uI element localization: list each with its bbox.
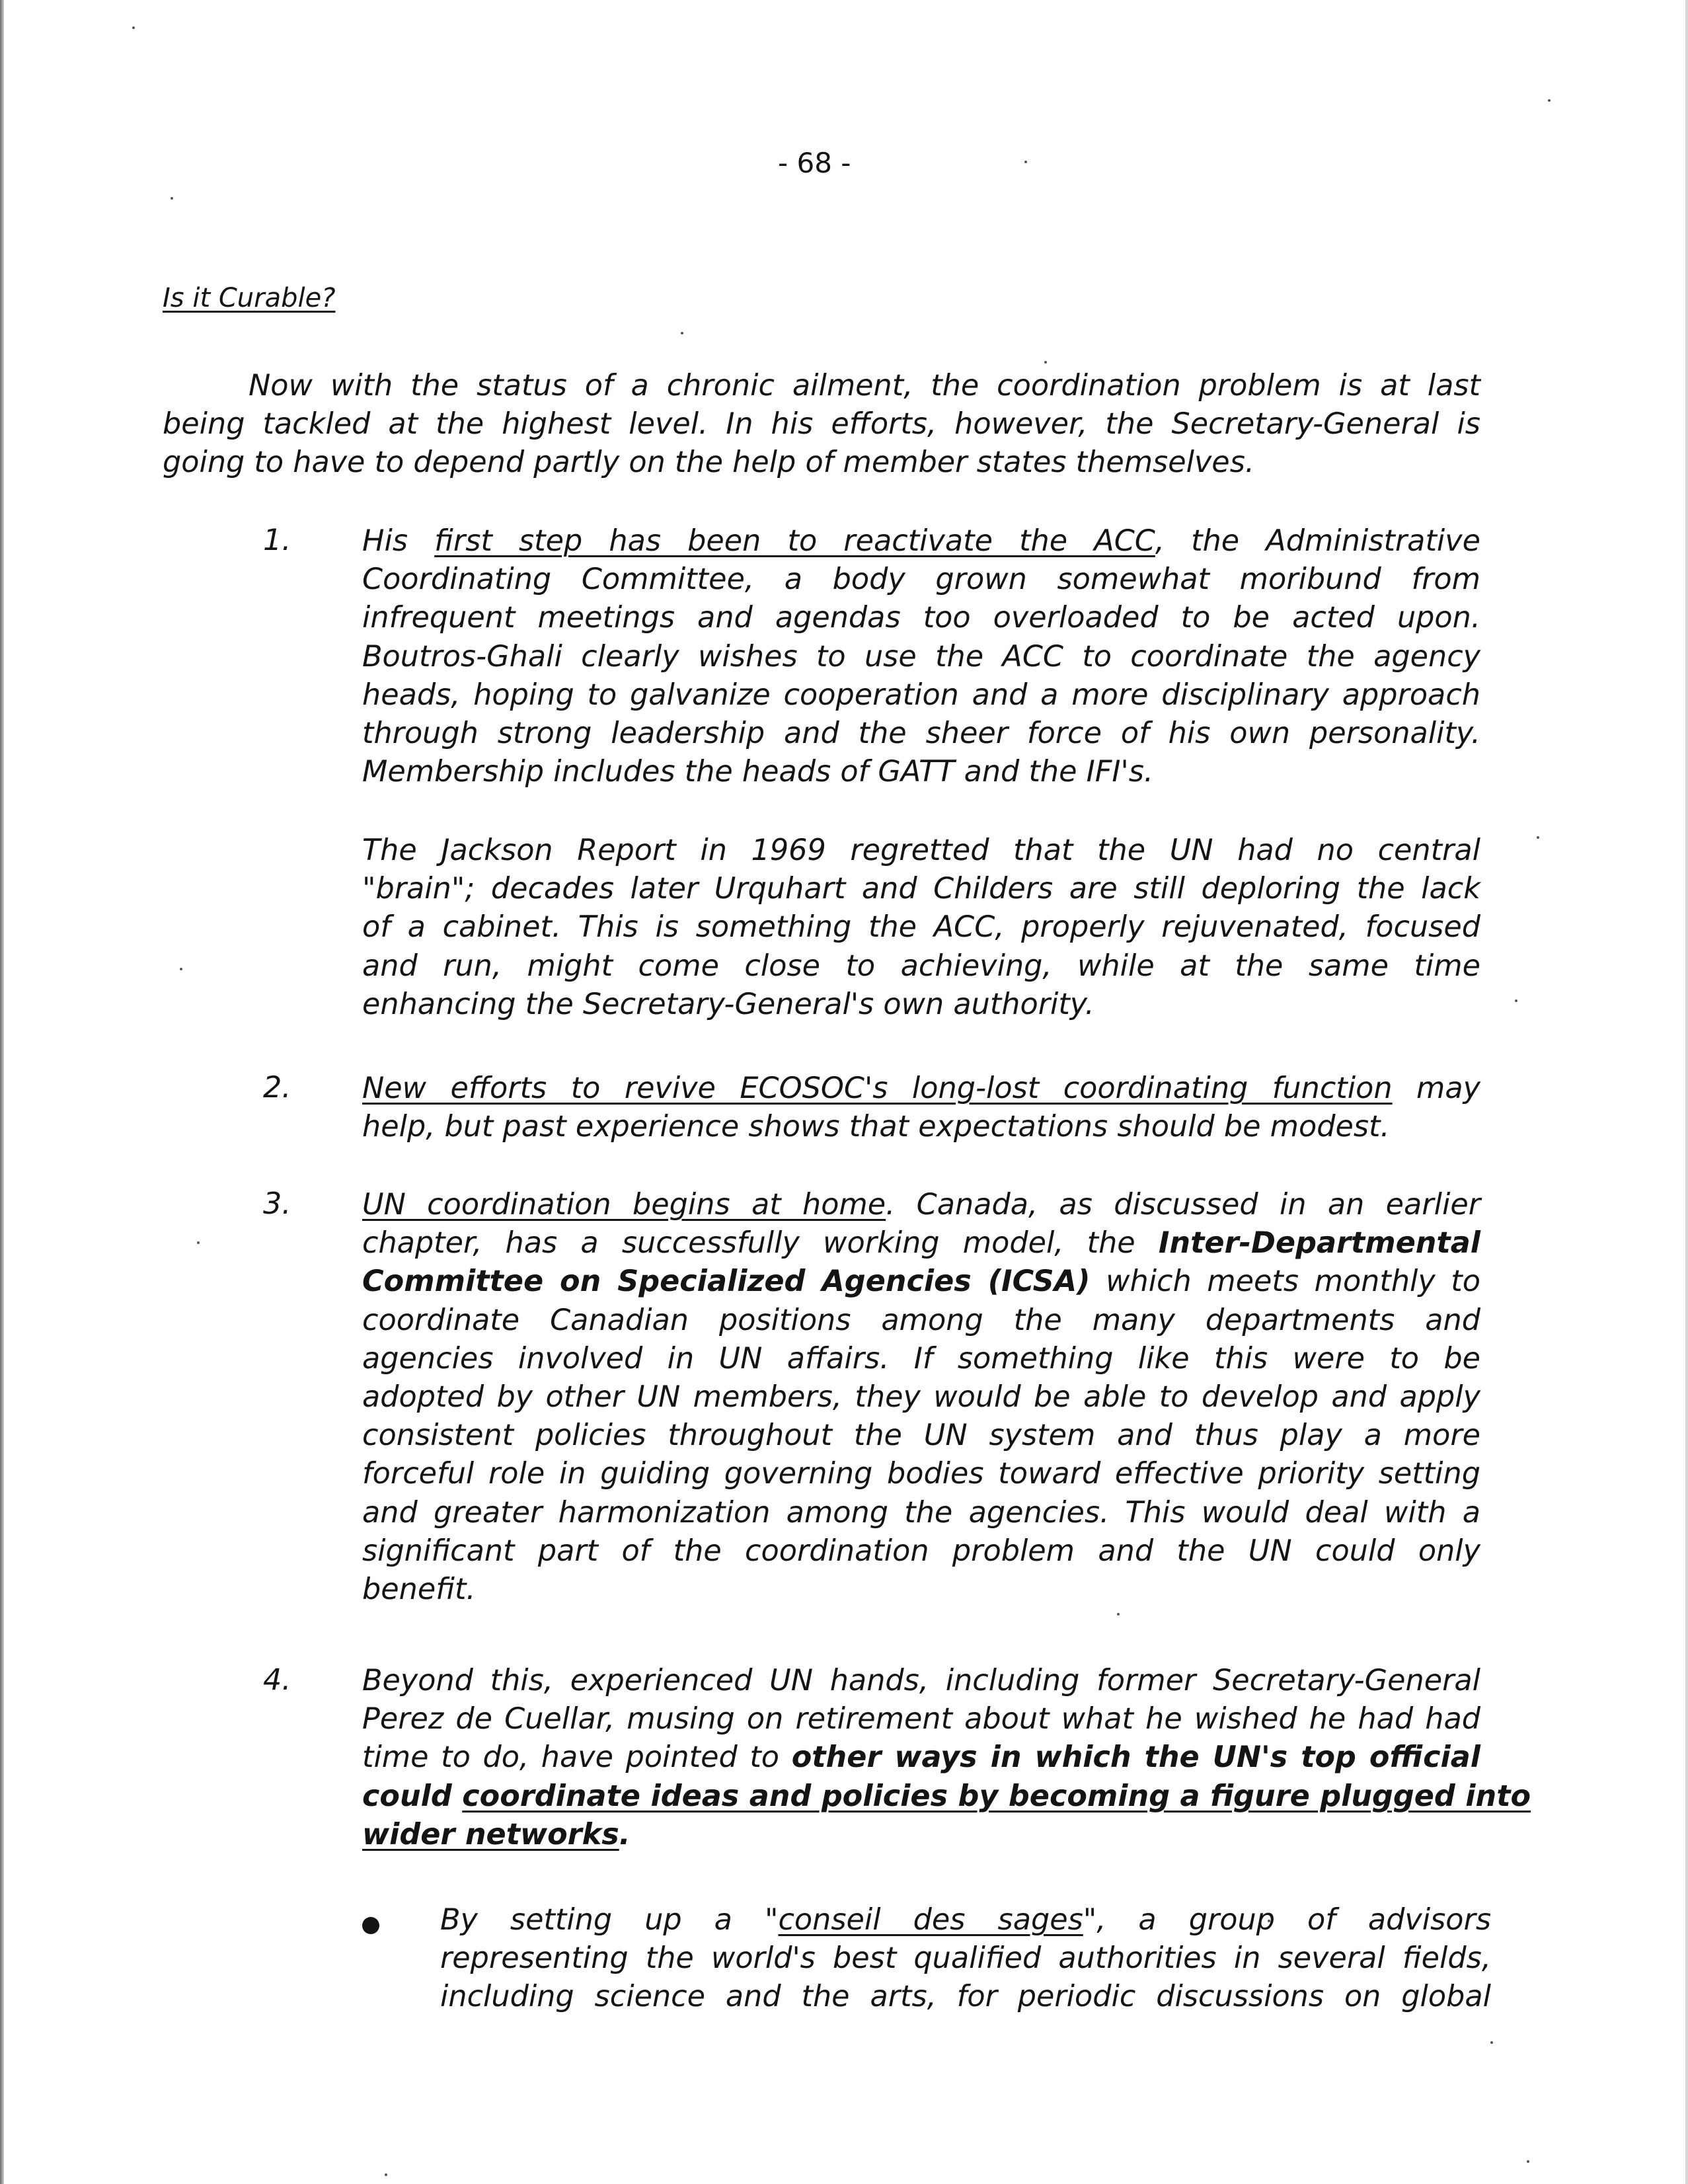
underlined-phrase: conseil des sages: [778, 1903, 1083, 1937]
text-line: Now with the status of a chronic ailment, the coordination problem is at last: [249, 369, 1480, 403]
text-line: The Jackson Report in 1969 regretted that the UN had no central: [362, 834, 1480, 867]
text-line: [440, 1901, 1491, 1939]
scan-speck: [1117, 1613, 1120, 1616]
text-line: heads, hoping to galvanize cooperation and a more disciplinary approach: [362, 678, 1480, 712]
bold-phrase: other ways in which the UN's top official: [791, 1740, 1481, 1775]
text-line: Boutros-Ghali clearly wishes to use the ACC to coordinate the agency: [362, 639, 1480, 674]
text-line: [362, 1777, 1531, 1816]
text-line: being tackled at the highest level. In his efforts, however, the Secretary-General is: [163, 407, 1480, 442]
text-run: His: [362, 524, 408, 558]
page-number: - 68 -: [778, 147, 851, 179]
text-line: infrequent meetings and agendas too overloaded to be acted upon.: [362, 601, 1480, 635]
text-line: Membership includes the heads of GATT and the IFI's.: [362, 755, 1154, 789]
text-line: [362, 1263, 1480, 1301]
bullet-text: [440, 1901, 1491, 2017]
text-line: Coordinating Committee, a body grown somewhat moribund from: [362, 563, 1480, 597]
text-line: [362, 1070, 1480, 1108]
text-run: ", a group of advisors: [1083, 1903, 1491, 1937]
text-line: [362, 1738, 1480, 1777]
underlined-phrase: UN coordination begins at home: [362, 1188, 886, 1222]
item-1-continuation: [362, 832, 1480, 1024]
scan-speck: [171, 197, 173, 200]
bold-phrase: Inter-Departmental: [1158, 1226, 1480, 1261]
scan-speck: [180, 968, 182, 970]
scan-speck: [681, 332, 683, 334]
text-line: and run, might come close to achieving, while at the same time: [362, 949, 1480, 983]
text-line: benefit.: [362, 1573, 476, 1607]
text-line: significant part of the coordination problem and the UN could only: [362, 1534, 1480, 1568]
scan-speck: [1537, 836, 1539, 839]
text-run: .: [619, 1817, 631, 1852]
scan-speck: [1527, 2160, 1529, 2163]
text-line: Beyond this, experienced UN hands, including former Secretary-General: [362, 1664, 1480, 1697]
text-line: including science and the arts, for periodic discussions on global: [440, 1980, 1491, 2014]
scan-speck: [197, 1241, 200, 1244]
scan-left-edge: [0, 0, 4, 2184]
scan-right-edge: [1685, 0, 1688, 2184]
scan-speck: [1490, 2041, 1493, 2044]
item-3-text: [362, 1186, 1480, 1609]
text-line: coordinate Canadian positions among the many departments and: [362, 1303, 1480, 1337]
scan-speck: [1548, 99, 1551, 102]
text-line: going to have to depend partly on the help of member states themselves.: [163, 446, 1255, 480]
text-run: By setting up a ": [440, 1903, 779, 1937]
text-line: [362, 522, 1480, 561]
text-run: time to do, have pointed to: [362, 1740, 780, 1775]
scan-speck: [1044, 361, 1047, 364]
text-run: which meets monthly to: [1090, 1265, 1480, 1299]
underlined-phrase: first step has been to reactivate the ACC: [434, 524, 1155, 558]
text-run: could: [362, 1779, 452, 1813]
bullet-icon: [362, 1917, 379, 1934]
text-line: consistent policies throughout the UN system and thus play a more: [362, 1419, 1480, 1453]
item-marker: 2.: [263, 1071, 291, 1105]
text-line: adopted by other UN members, they would be able to develop and apply: [362, 1380, 1480, 1415]
text-line: enhancing the Secretary-General's own authority.: [362, 987, 1094, 1021]
scan-speck: [385, 2173, 387, 2176]
text-line: agencies involved in UN affairs. If something like this were to be: [362, 1341, 1480, 1376]
text-line: through strong leadership and the sheer force of his own personality.: [362, 717, 1480, 751]
item-4-text: [362, 1662, 1531, 1854]
intro-paragraph: [163, 367, 1480, 483]
text-run: may: [1392, 1072, 1480, 1105]
scan-speck: [132, 26, 135, 29]
underlined-phrase: coordinate ideas and policies by becoming a figure plugged into: [462, 1779, 1531, 1813]
item-marker: 1.: [263, 524, 291, 557]
text-line: forceful role in guiding governing bodies toward effective priority setting: [362, 1457, 1480, 1491]
text-line: and greater harmonization among the agencies. This would deal with a: [362, 1495, 1480, 1530]
scan-speck: [1515, 999, 1517, 1002]
bold-phrase: Committee on Specialized Agencies (ICSA): [362, 1265, 1091, 1299]
item-marker: 3.: [263, 1187, 291, 1221]
scan-speck: [1024, 161, 1027, 163]
text-line: [362, 1224, 1480, 1263]
text-line: Perez de Cuellar, musing on retirement about what he wished he had had: [362, 1702, 1480, 1736]
underlined-phrase: New efforts to revive ECOSOC's long-lost coordinating function: [362, 1072, 1393, 1105]
text-line: [362, 1816, 1480, 1854]
item-marker: 4.: [263, 1663, 291, 1697]
section-heading: Is it Curable?: [163, 283, 336, 313]
text-line: help, but past experience shows that expectations should be modest.: [362, 1110, 1390, 1144]
text-run: . Canada, as discussed in an earlier: [886, 1188, 1480, 1222]
underlined-phrase: wider networks: [362, 1817, 619, 1852]
text-run: , the Administrative: [1155, 524, 1480, 558]
text-line: of a cabinet. This is something the ACC, properly rejuvenated, focused: [362, 910, 1480, 945]
text-line: representing the world's best qualified authorities in several fields,: [440, 1941, 1491, 1976]
item-1-text: [362, 522, 1480, 791]
text-line: [362, 1186, 1480, 1224]
text-line: "brain"; decades later Urquhart and Childers are still deploring the lack: [362, 872, 1480, 906]
text-run: chapter, has a successfully working model, the: [362, 1226, 1135, 1261]
item-2-text: [362, 1070, 1480, 1146]
